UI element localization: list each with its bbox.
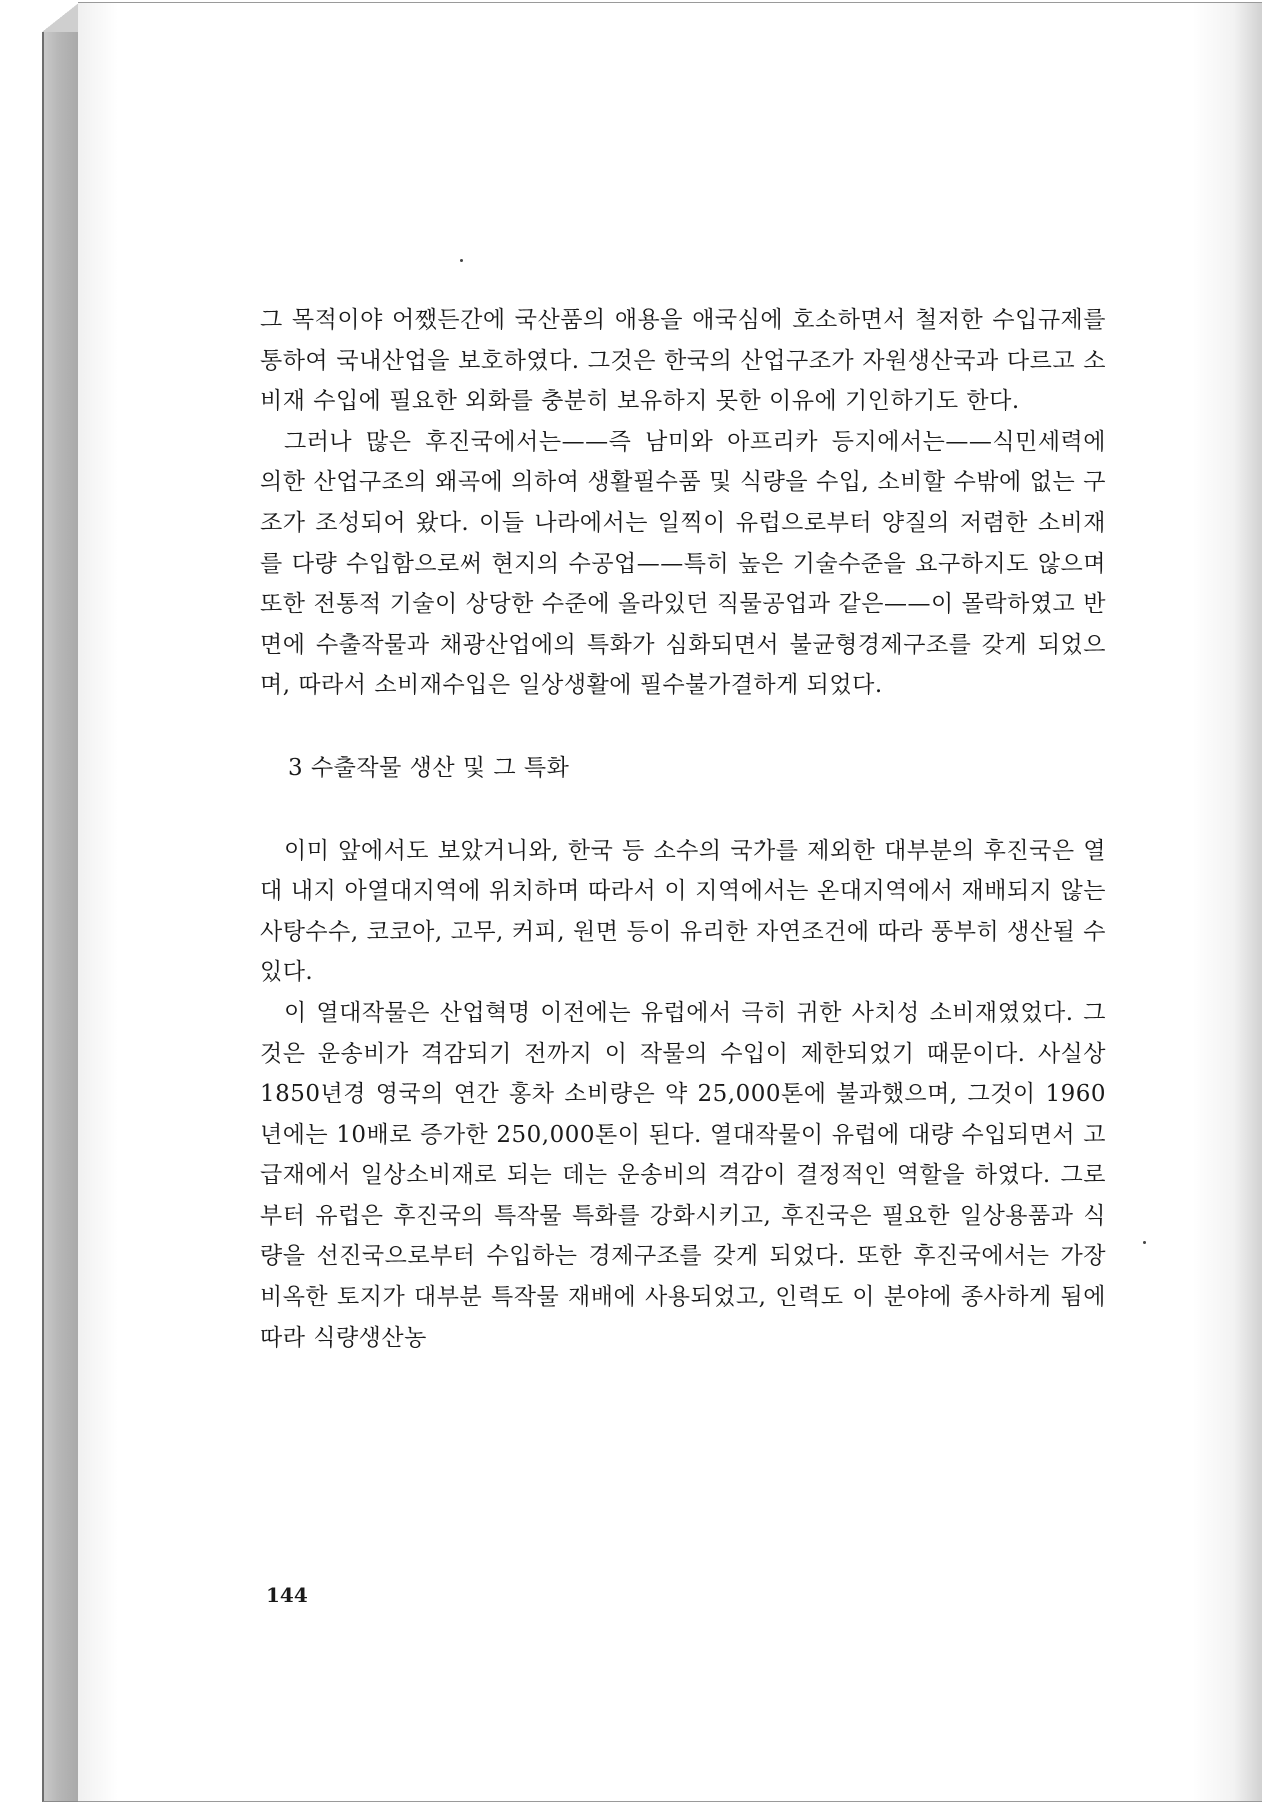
paragraph: 이 열대작물은 산업혁명 이전에는 유럽에서 극히 귀한 사치성 소비재였었다. 그것은 운송비가 격감되기 전까지 이 작물의 수입이 제한되었기 때문이다. 사실상 1850년경 영국의 연간 홍차 소비량은 약 25,000톤에 불과했으며, 그것이 1960년에는 10배로 증가한 250,000톤이 된다. 열대작물이 유럽에 대량 수입되면서 고급재에서 일상소비재로 되는 데는 운송비의 격감이 결정적인 역할을 하였다. 그로부터 유럽은 후진국의 특작물 특화를 강화시키고, 후진국은 필요한 일상용품과 식량을 선진국으로부터 수입하는 경제구조를 갖게 되었다. 또한 후진국에서는 가장 비옥한 토지가 대부분 특작물 재배에 사용되었고, 인력도 이 분야에 종사하게 됨에 따라 식량생산농 bbox=[260, 999, 1106, 1351]
page-body-text bbox=[260, 300, 1106, 1358]
paragraph: 그러나 많은 후진국에서는——즉 남미와 아프리카 등지에서는——식민세력에 의한 산업구조의 왜곡에 의하여 생활필수품 및 식량을 수입, 소비할 수밖에 없는 구조가 조성되어 왔다. 이들 나라에서는 일찍이 유럽으로부터 양질의 저렴한 소비재를 다량 수입함으로써 현지의 수공업——특히 높은 기술수준을 요구하지도 않으며 또한 전통적 기술이 상당한 수준에 올라있던 직물공업과 같은——이 몰락하였고 반면에 수출작물과 채광산업에의 특화가 심화되면서 불균형경제구조를 갖게 되었으며, 따라서 소비재수입은 일상생활에 필수불가결하게 되었다. bbox=[260, 428, 1106, 699]
scan-speck bbox=[1143, 1241, 1146, 1244]
paragraph: 이미 앞에서도 보았거니와, 한국 등 소수의 국가를 제외한 대부분의 후진국은 열대 내지 아열대지역에 위치하며 따라서 이 지역에서는 온대지역에서 재배되지 않는 사탕수수, 코코아, 고무, 커피, 원면 등이 유리한 자연조건에 따라 풍부히 생산될 수 있다. bbox=[260, 837, 1106, 986]
scan-speck bbox=[460, 259, 463, 262]
paragraph: 그 목적이야 어쨌든간에 국산품의 애용을 애국심에 호소하면서 철저한 수입규제를 통하여 국내산업을 보호하였다. 그것은 한국의 산업구조가 자원생산국과 다르고 소비재 수입에 필요한 외화를 충분히 보유하지 못한 이유에 기인하기도 한다. bbox=[260, 307, 1106, 415]
book-corner-fold bbox=[42, 2, 80, 32]
book-spine-edge bbox=[42, 2, 78, 1802]
page-gutter-shadow bbox=[78, 3, 118, 1801]
page-edge-shadow bbox=[1192, 3, 1262, 1801]
section-heading: 3 수출작물 생산 및 그 특화 bbox=[288, 754, 570, 781]
page-number: 144 bbox=[266, 1583, 308, 1607]
